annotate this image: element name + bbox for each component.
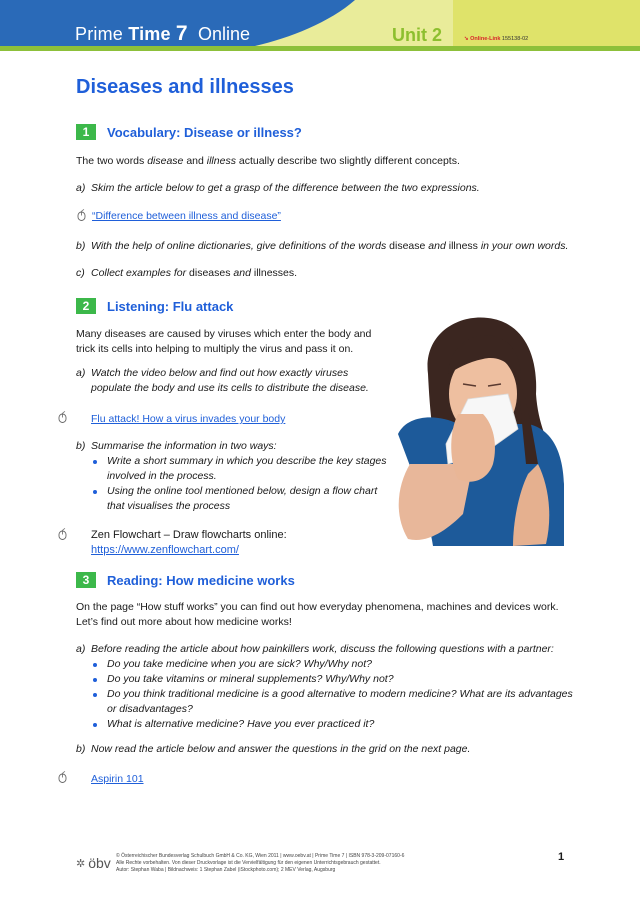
section-1-task-b: b) With the help of online dictionaries, give definitions of the words disease and illness in your own words. [76,240,569,252]
page-title: Diseases and illnesses [76,76,294,98]
section-1-task-c: c) Collect examples for diseases and illnesses. [76,267,298,279]
section-title: Reading: How medicine works [107,572,295,588]
list-item: Write a short summary in which you describe the key stages involved in the process. [91,454,387,484]
flu-attack-video-link[interactable]: Flu attack! How a virus invades your body [91,413,286,425]
section-title: Vocabulary: Disease or illness? [107,124,302,140]
brand-title: Prime Time 7 [75,22,188,45]
copyright-notice: © Österreichischer Bundesverlag Schulbuch GmbH & Co. KG, Wien 2011 | www.oebv.at | Prime Time 7 | ISBN 978-3-209-07160-6 Alle Rechte vorbehalten. Von dieser Druckvorlage ist die Vervielfältigung für den eigenen Unterrichtsgebrauch gestattet. Autor: Stephan Waba | Bildnachweis: 1 Stephan Zabel (iStockphoto.com); 2 MEV Verlag, Augsburg [116,853,405,873]
mouse-icon [58,771,67,783]
section-1-intro: The two words disease and illness actually describe two slightly different concepts. [76,155,460,167]
section-2-heading [76,298,233,314]
unit-label: Unit 2 [392,25,443,45]
difference-article-link[interactable]: “Difference between illness and disease” [92,210,281,222]
section-3-task-a: a) Before reading the article about how painkillers work, discuss the following questions with a partner: Do you take medicine when you are sick? Why/Why not? Do you take vitamins or mineral supplements? Why/Why not? Do you think traditional medicine is a good alternative to modern medicine? What are its advantages or disadvantages? What is alternative medicine? Have you ever practiced it? [76,643,573,730]
list-item: Using the online tool mentioned below, design a flow chart that visualises the process [91,484,387,514]
brand-online: Online [198,24,251,44]
page-header [0,0,640,52]
mouse-icon [58,411,67,423]
zen-flowchart-tool: Zen Flowchart – Draw flowcharts online: https://www.zenflowchart.com/ [91,529,287,556]
section-number: 2 [76,298,96,314]
online-link-arrow-icon: ➘ [464,36,469,42]
publisher-logo: ✲ öbv [76,855,111,871]
zen-flowchart-url-link[interactable]: https://www.zenflowchart.com/ [91,544,239,556]
sunburst-logo-icon: ✲ [76,857,86,870]
section-1-task-a: a) Skim the article below to get a grasp of the difference between the two expressions. [76,182,480,194]
list-item: Do you take vitamins or mineral supplements? Why/Why not? [91,672,573,687]
list-item: What is alternative medicine? Have you ever practiced it? [91,717,573,732]
discussion-questions-list [91,657,573,732]
section-2-intro: Many diseases are caused by viruses which enter the body and trick its cells into helping to multiply the virus and pass it on. [76,328,372,355]
header-strip [0,46,640,51]
mouse-icon [77,209,86,221]
section-1-heading [76,124,302,140]
list-item: Do you think traditional medicine is a good alternative to modern medicine? What are its advantages or disadvantages? [91,687,573,717]
section-3-intro: On the page “How stuff works” you can find out how everyday phenomena, machines and devices work. Let’s find out more about how medicine works! [76,601,559,628]
aspirin-article-link[interactable]: Aspirin 101 [91,773,144,785]
list-item: Do you take medicine when you are sick? Why/Why not? [91,657,573,672]
section-number: 1 [76,124,96,140]
mouse-icon [58,528,67,540]
section-number: 3 [76,572,96,588]
section-title: Listening: Flu attack [107,298,234,314]
section-3-heading [76,572,295,588]
task-b-bullet-list [91,454,387,514]
online-link[interactable]: ➘ Online-Link 155138-02 [464,36,529,42]
section-3-task-b: b) Now read the article below and answer the questions in the grid on the next page. [76,743,471,755]
section-2-task-b: b) Summarise the information in two ways: Write a short summary in which you describe the key stages involved in the process. Using the online tool mentioned below, design a flow chart that visualises the process [76,440,387,512]
woman-sneezing-photo [388,314,564,546]
section-2-task-a: a) Watch the video below and find out how exactly viruses populate the body and use its cells to distribute the disease. [76,367,369,394]
page-number: 1 [558,851,565,863]
